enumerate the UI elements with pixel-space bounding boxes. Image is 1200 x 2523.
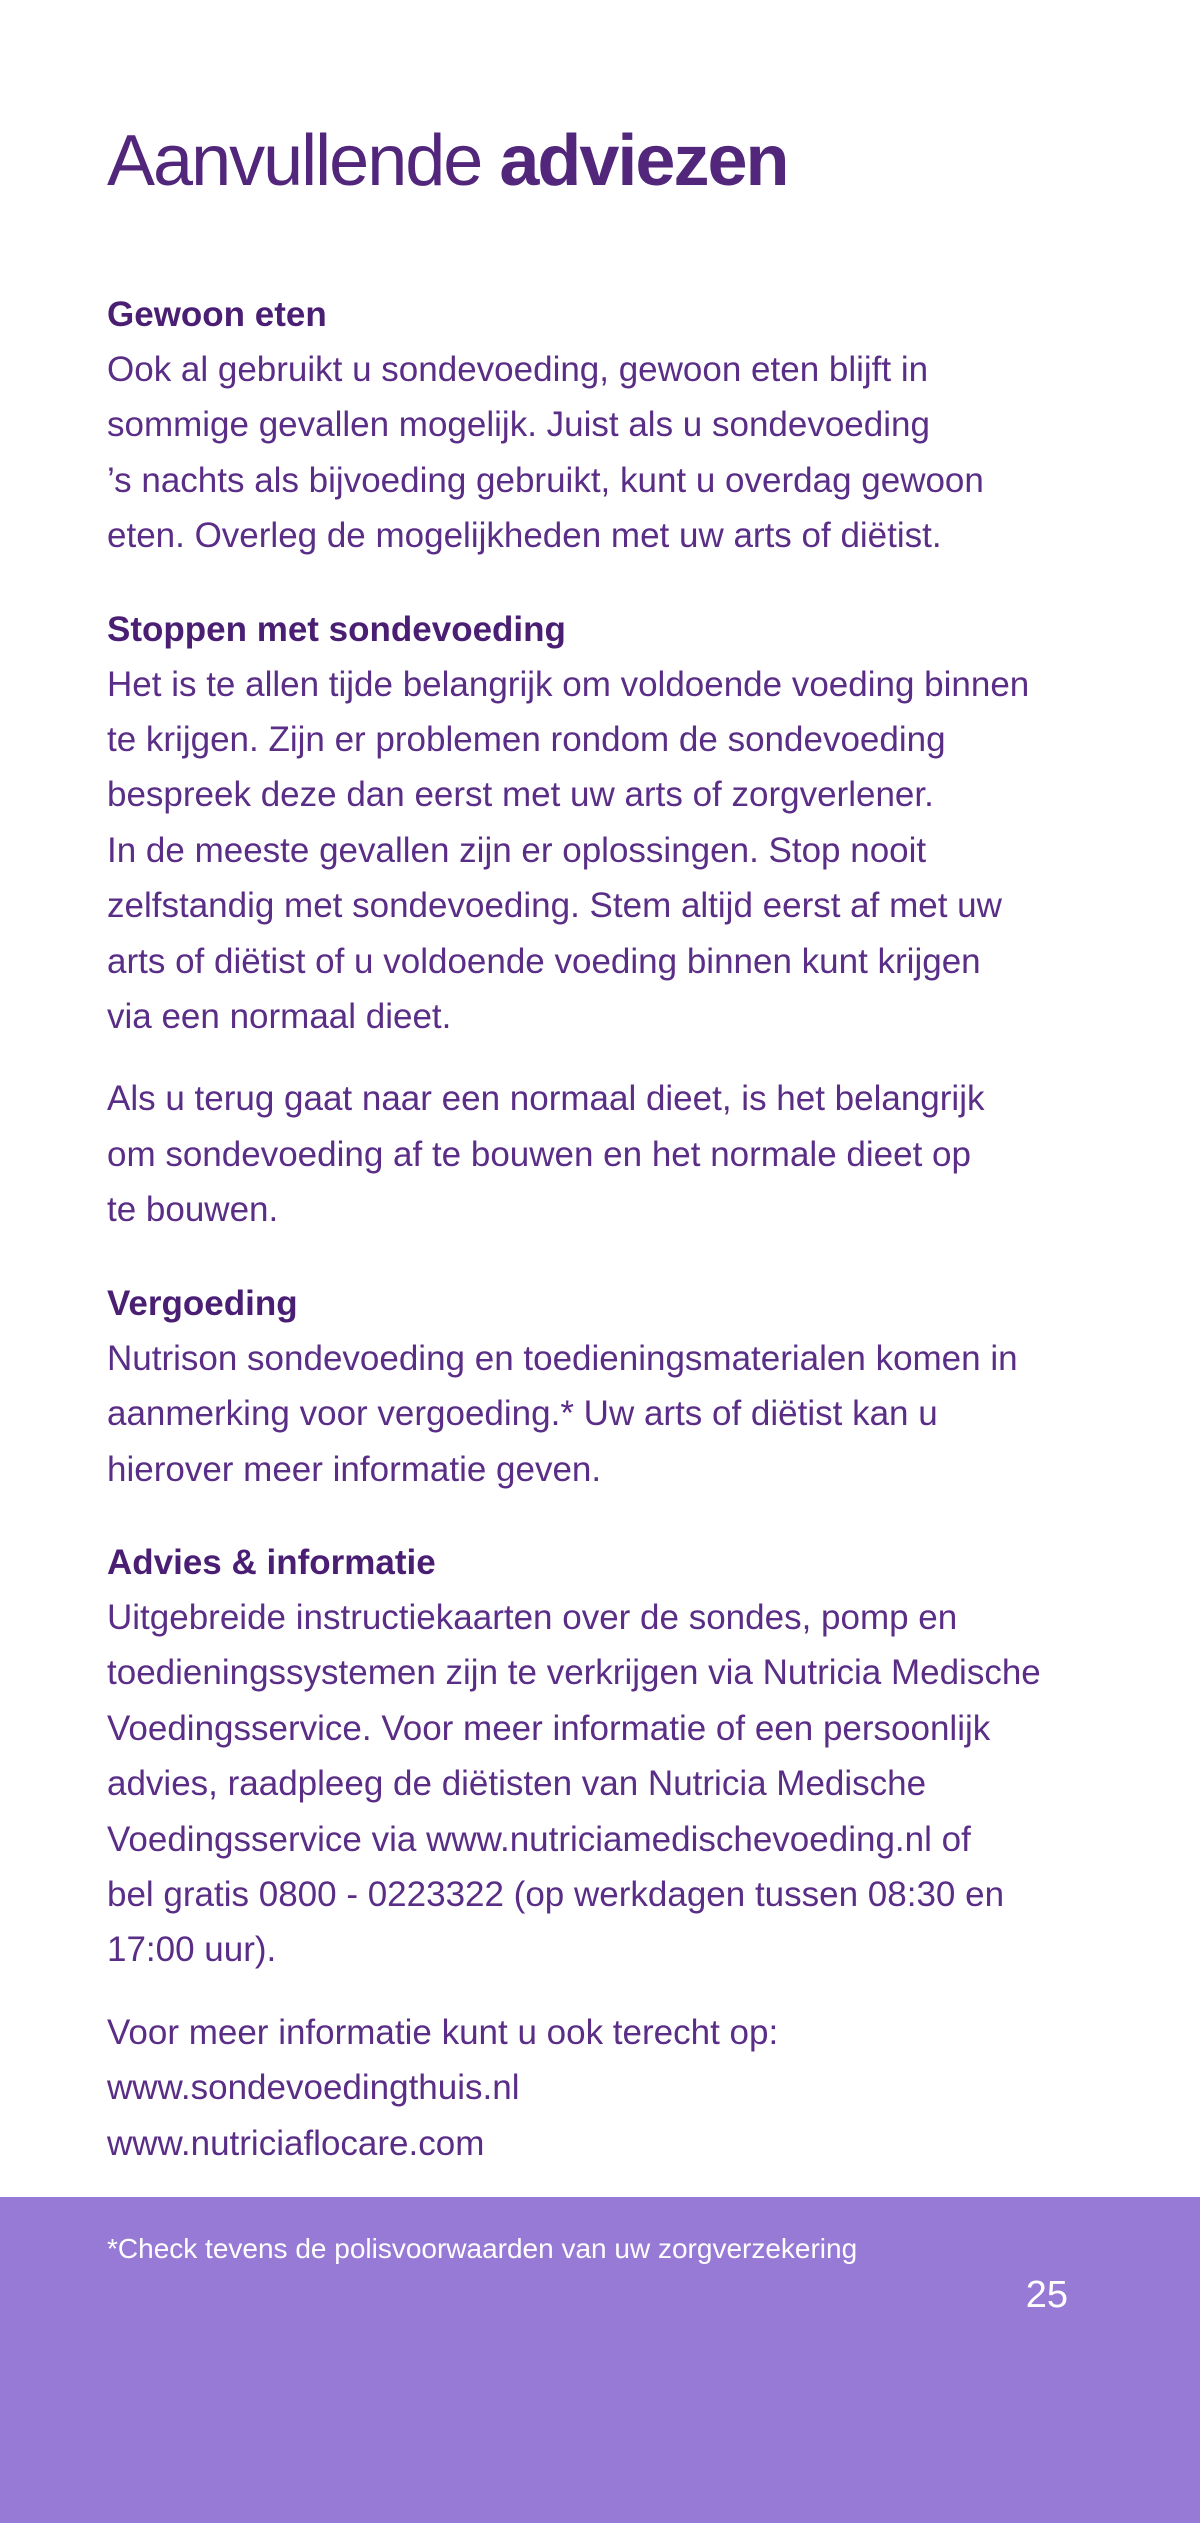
section-paragraph: Als u terug gaat naar een normaal dieet, is het belangrijk om sondevoeding af te bouwen en het normale dieet op te bouwen. [107,1079,985,1230]
footnote: *Check tevens de polisvoorwaarden van uw zorgverzekering [107,2233,858,2264]
section-gewoon-eten [107,287,1097,564]
section-paragraph: Nutrison sondevoeding en toedieningsmaterialen komen in aanmerking voor vergoeding.* Uw arts of diëtist kan u hierover meer informatie geven. [107,1338,1018,1489]
page-title-bold: adviezen [499,121,788,201]
section-heading: Stoppen met sondevoeding [107,609,566,649]
section-paragraph-links: Voor meer informatie kunt u ook terecht op: www.sondevoedingthuis.nl www.nutriciaflocare.com [107,2012,779,2163]
section-heading: Advies & informatie [107,1542,436,1582]
section-paragraph: Het is te allen tijde belangrijk om voldoende voeding binnen te krijgen. Zijn er problemen rondom de sondevoeding bespreek deze dan eerst met uw arts of zorgverlener. In de meeste gevallen zijn er oplossingen. Stop nooit zelfstandig met sondevoeding. Stem altijd eerst af met uw arts of diëtist of u voldoende voeding binnen kunt krijgen via een normaal dieet. [107,664,1030,1037]
page-title-light: Aanvullende [107,121,500,201]
page-title [107,115,1097,207]
footer-band [0,2197,1200,2523]
section-heading: Gewoon eten [107,295,327,334]
page-number: 25 [1025,2274,1068,2316]
page-content [107,115,1097,2209]
section-paragraph: Uitgebreide instructiekaarten over de sondes, pomp en toedieningssystemen zijn te verkrijgen via Nutricia Medische Voedingsservice. Voor meer informatie of een persoonlijk advies, raadpleeg de diëtisten van Nutricia Medische Voedingsservice via www.nutriciamedischevoeding.nl of bel gratis 0800 - 0223322 (op werkdagen tussen 08:30 en 17:00 uur). [107,1597,1041,1970]
section-heading: Vergoeding [107,1283,298,1323]
section-vergoeding [107,1276,1097,1497]
section-stoppen-met-sondevoeding [107,602,1097,1238]
section-advies-informatie [107,1535,1097,2171]
section-paragraph: Ook al gebruikt u sondevoeding, gewoon eten blijft in sommige gevallen mogelijk. Juist als u sondevoeding ’s nachts als bijvoeding gebruikt, kunt u overdag gewoon eten. Overleg de mogelijkheden met uw arts of diëtist. [107,350,984,556]
